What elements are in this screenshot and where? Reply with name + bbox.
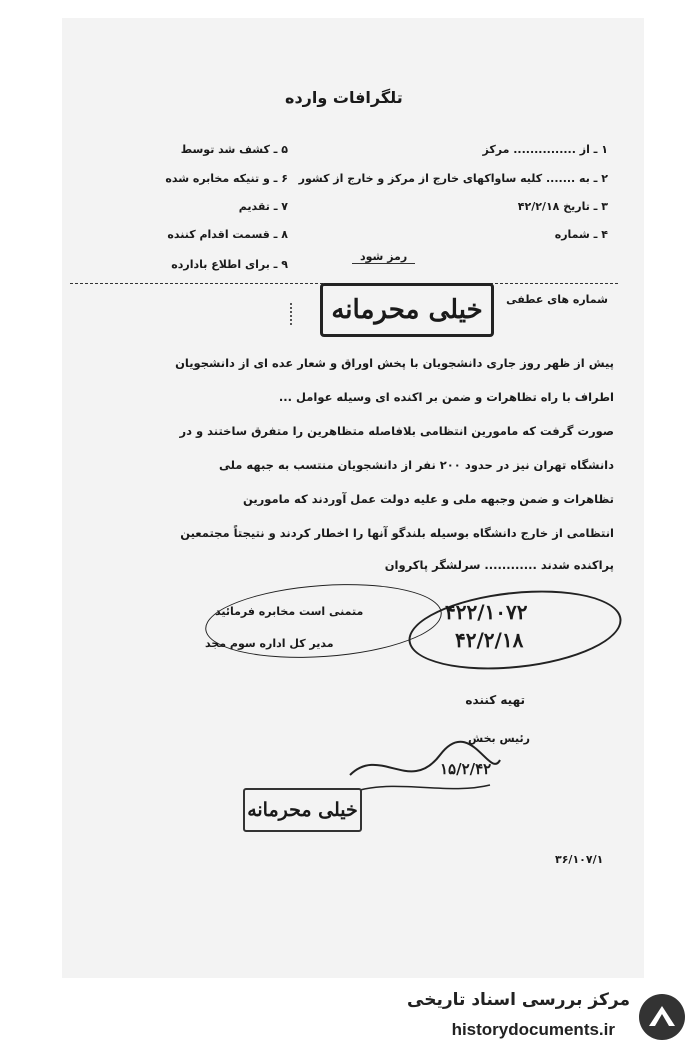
header-field-number: ۴ ـ شماره	[554, 228, 608, 241]
approval-note: متمنی است مخابره فرمائید	[215, 605, 364, 618]
circled-number: ۴۲۲/۱۰۷۲	[445, 600, 528, 624]
header-field-sent-time: ۶ ـ و تنیکه مخابره شده	[165, 172, 288, 185]
header-field-from: ۱ ـ از ............... مرکز	[482, 143, 608, 156]
reference-numbers-label: شماره های عطفی	[506, 293, 608, 306]
header-field-decoded-by: ۵ ـ کشف شد توسط	[180, 143, 288, 156]
archive-url[interactable]: historydocuments.ir	[451, 1020, 615, 1039]
body-line: صورت گرفت که مامورین انتظامی بلافاصله متظاهرین را متفرق ساختند و در	[179, 424, 614, 438]
body-line: پیش از ظهر روز جاری دانشجویان با پخش اوراق و شعار عده ای از دانشجویان	[175, 356, 614, 370]
header-field-inform: ۹ ـ برای اطلاع بادارده	[171, 258, 288, 271]
signature-scribble	[340, 735, 510, 805]
header-field-action-unit: ۸ ـ قسمت اقدام کننده	[167, 228, 288, 241]
redacted-area	[140, 303, 292, 325]
body-line: دانشگاه تهران نیز در حدود ۲۰۰ نفر از دانشجویان منتسب به جبهه ملی	[218, 458, 614, 472]
encode-note: رمز شود	[352, 250, 415, 264]
body-line: اطراف با راه تظاهرات و ضمن بر اکنده ای وسیله عوامل ...	[278, 390, 614, 404]
circled-date: ۴۲/۲/۱۸	[455, 628, 524, 652]
header-field-to: ۲ ـ به ....... کلیه ساواکهای خارج از مرکز و خارج از کشور	[298, 172, 608, 185]
document-title: تلگرافات وارده	[285, 88, 403, 107]
confidential-stamp-text: خیلی محرمانه	[331, 295, 483, 325]
director-title: مدیر کل اداره سوم مجد	[205, 637, 334, 650]
body-line: تظاهرات و ضمن وجبهه ملی و علیه دولت عمل آوردند که مامورین	[243, 492, 614, 506]
header-field-delivered: ۷ ـ تقدیم	[238, 200, 288, 213]
archive-logo-icon	[637, 992, 687, 1042]
handwritten-date: ۱۵/۲/۴۲	[440, 760, 492, 778]
prepared-by-label: تهیه کننده	[465, 693, 525, 707]
confidential-stamp-2	[243, 788, 362, 832]
archive-name: مرکز بررسی اسناد تاریخی	[407, 990, 630, 1010]
confidential-stamp-2-text: خیلی محرمانه	[247, 799, 358, 821]
body-line: انتظامی از خارج دانشگاه بوسیله بلندگو آنها را اخطار کردند و نتیجتاً مجتمعین	[180, 526, 614, 540]
reference-number: ۳۶/۱۰۷/۱	[555, 853, 604, 866]
section-head-label: رئیس بخش	[468, 732, 530, 745]
header-field-date: ۳ ـ تاریخ ۴۲/۲/۱۸	[517, 200, 608, 213]
body-line: پراکنده شدند ............ سرلشگر پاکروان	[384, 558, 614, 572]
confidential-stamp	[320, 283, 494, 337]
